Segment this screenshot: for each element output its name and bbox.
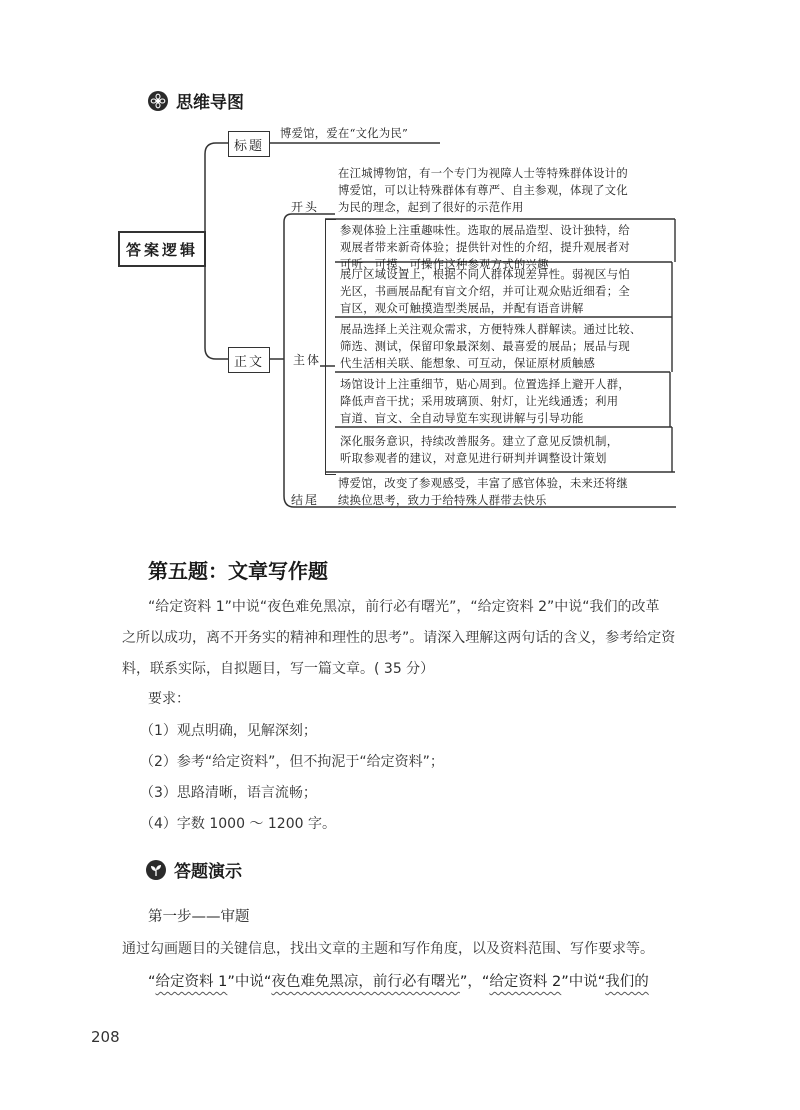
- last-line-underlined: 给定资料 1: [155, 974, 228, 990]
- opening-line: 在江城博物馆，有一个专门为视障人士等特殊群体设计的: [338, 167, 628, 180]
- main-item-line: 展厅区域设置上，根据不同人群体现差异性。弱视区与怕: [340, 268, 630, 281]
- question-line: 料，联系实际，自拟题目，写一篇文章。( 35 分）: [122, 661, 435, 677]
- question-title: 第五题：文章写作题: [148, 559, 328, 583]
- mindmap-heading-text: 思维导图: [176, 93, 244, 113]
- question-line: 之所以成功，离不开务实的精神和理性的思考”。请深入理解这两句话的含义，参考给定资: [122, 630, 676, 646]
- demo-heading: [146, 857, 242, 882]
- last-line-fragment: “: [148, 974, 156, 990]
- question-line: “给定资料 1”中说“夜色难免黑凉，前行必有曙光”，“给定资料 2”中说“我们的改革: [148, 599, 660, 615]
- main-item-line: 光区，书画展品配有盲文介绍，并可让观众贴近细看；全: [340, 285, 630, 298]
- question-text: [122, 592, 682, 685]
- opening-line: 为民的理念，起到了很好的示范作用: [338, 201, 524, 214]
- ending-line: 续换位思考，致力于给特殊人群带去快乐: [338, 494, 547, 507]
- last-line-fragment: ”中说“: [561, 974, 606, 990]
- mindmap-opening-label: 开头: [291, 200, 320, 214]
- mindmap-main-item: [340, 321, 642, 372]
- last-line-fragment: ”中说“: [227, 974, 272, 990]
- mindmap-title-text: 博爱馆，爱在“文化为民”: [280, 127, 409, 140]
- main-item-line: 深化服务意识，持续改善服务。建立了意见反馈机制，: [340, 435, 619, 448]
- main-item-line: 听取参观者的建议，对意见进行研判并调整设计策划: [340, 452, 607, 465]
- ending-line: 博爱馆，改变了参观感受，丰富了感官体验，未来还将继: [338, 477, 628, 490]
- main-item-line: 盲区，观众可触摸造型类展品，并配有语音讲解: [340, 302, 584, 315]
- last-line: [148, 970, 649, 991]
- step-title: 第一步——审题: [148, 909, 250, 925]
- requirement-item: （1）观点明确，见解深刻；: [140, 723, 317, 739]
- main-item-line: 展品选择上关注观众需求，方便特殊人群解读。通过比较、: [340, 323, 642, 336]
- main-item-line: 代生活相关联、能想象、可互动，保证原材质触感: [340, 357, 596, 370]
- demo-heading-text: 答题演示: [174, 862, 242, 882]
- main-item-line: 筛选、测试，保留印象最深刻、最喜爱的展品；展品与现: [340, 340, 630, 353]
- opening-line: 博爱馆，可以让特殊群体有尊严、自主参观，体现了文化: [338, 184, 628, 197]
- requirements-label: 要求：: [148, 691, 190, 707]
- step-text: 通过勾画题目的关键信息，找出文章的主题和写作角度，以及资料范围、写作要求等。: [122, 941, 654, 957]
- sprout-icon: [146, 860, 166, 880]
- mindmap-body-box: 正文: [228, 347, 270, 373]
- requirement-item: （4）字数 1000 ～ 1200 字。: [140, 816, 336, 832]
- main-item-line: 降低声音干扰；采用玻璃顶、射灯，让光线通透；利用: [340, 395, 619, 408]
- last-line-underlined: 我们的: [605, 974, 649, 990]
- mindmap-main-item: [340, 266, 630, 317]
- main-item-line: 盲道、盲文、全自动导览车实现讲解与引导功能: [340, 412, 584, 425]
- mindmap-main-item: [340, 433, 618, 467]
- mindmap-ending-text: [338, 475, 628, 509]
- mindmap-root: 答案逻辑: [118, 231, 206, 267]
- last-line-fragment: ”，“: [459, 974, 490, 990]
- mindmap-opening-text: [338, 165, 628, 216]
- last-line-underlined: 给定资料 2: [489, 974, 562, 990]
- requirement-item: （3）思路清晰，语言流畅；: [140, 785, 317, 801]
- mindmap-main-label: 主体: [293, 353, 322, 367]
- mindmap-ending-label: 结尾: [291, 493, 320, 507]
- page-number: 208: [91, 1028, 120, 1046]
- main-item-line: 观展者带来新奇体验；提供针对性的介绍，提升观展者对: [340, 241, 630, 254]
- main-item-line: 可听、可摸、可操作这种参观方式的兴趣: [340, 258, 549, 271]
- mindmap-title-box: 标题: [228, 131, 270, 157]
- main-item-line: 参观体验上注重趣味性。选取的展品造型、设计独特，给: [340, 224, 630, 237]
- main-item-line: 场馆设计上注重细节，贴心周到。位置选择上避开人群，: [340, 378, 630, 391]
- requirement-item: （2）参考“给定资料”，但不拘泥于“给定资料”；: [140, 754, 444, 770]
- last-line-underlined: 夜色难免黑凉，前行必有曙光: [271, 974, 460, 990]
- mindmap-main-item: [340, 376, 630, 427]
